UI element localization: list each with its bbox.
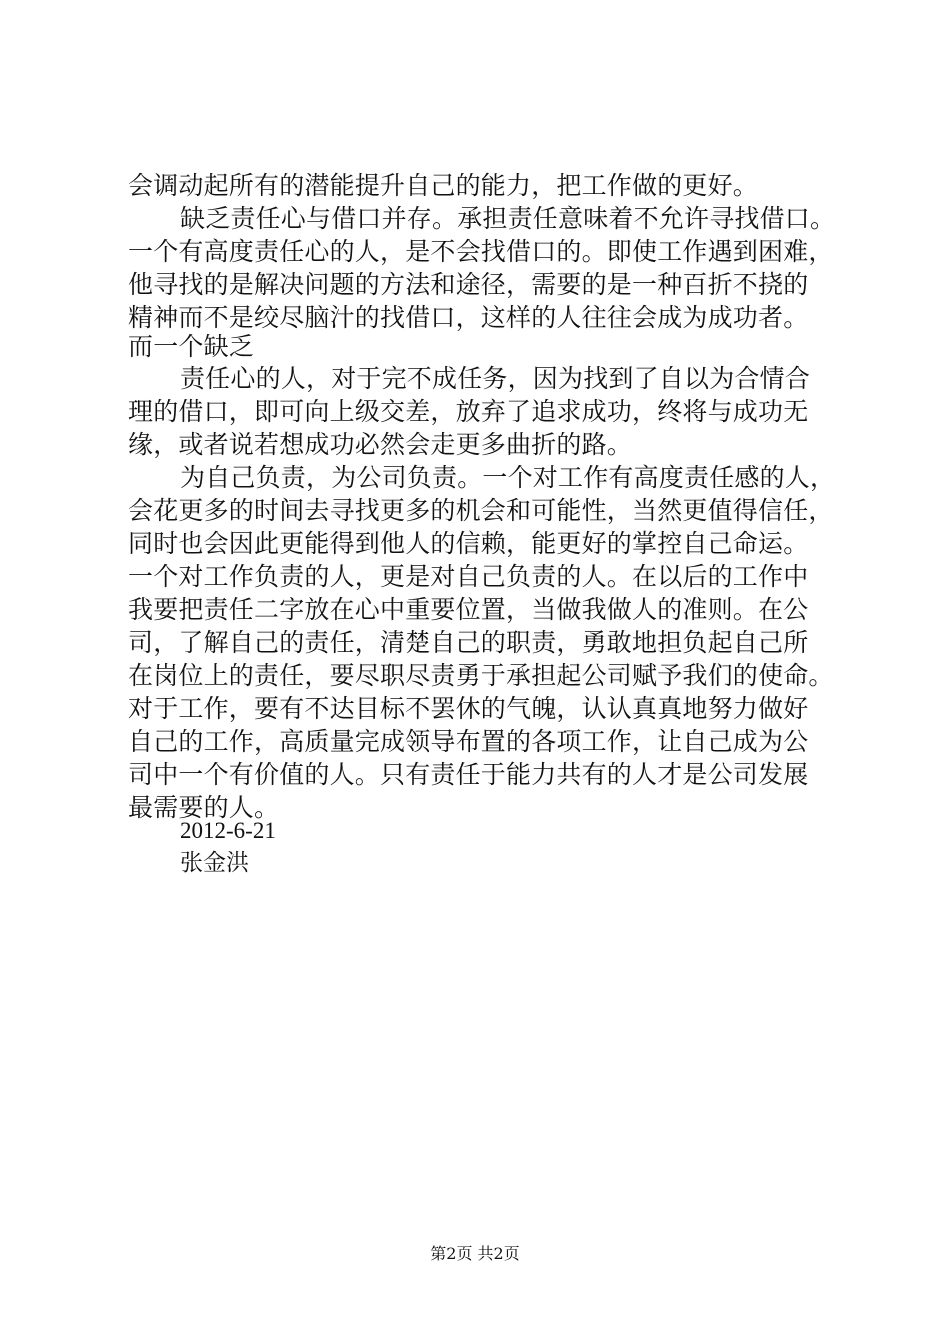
body-line-9: 缘，或者说若想成功必然会走更多曲折的路。 xyxy=(128,430,633,459)
body-line-11: 会花更多的时间去寻找更多的机会和可能性，当然更值得信任， xyxy=(128,496,834,525)
body-line-5: 精神而不是绞尽脑汁的找借口，这样的人往往会成为成功者。 xyxy=(128,303,809,332)
body-line-20: 最需要的人。 xyxy=(128,793,280,822)
body-line-4: 他寻找的是解决问题的方法和途径，需要的是一种百折不挠的 xyxy=(128,270,809,299)
body-line-8: 理的借口，即可向上级交差，放弃了追求成功，终将与成功无 xyxy=(128,397,809,426)
body-line-13: 一个对工作负责的人，更是对自己负责的人。在以后的工作中 xyxy=(128,562,809,591)
body-line-10: 为自己负责，为公司负责。一个对工作有高度责任感的人， xyxy=(180,463,836,492)
body-line-19: 司中一个有价值的人。只有责任于能力共有的人才是公司发展 xyxy=(128,760,809,789)
body-line-2: 缺乏责任心与借口并存。承担责任意味着不允许寻找借口。 xyxy=(180,204,836,233)
body-line-12: 同时也会因此更能得到他人的信赖，能更好的掌控自己命运。 xyxy=(128,529,809,558)
body-line-7: 责任心的人，对于完不成任务，因为找到了自以为合情合 xyxy=(180,364,811,393)
document-date: 2012-6-21 xyxy=(180,818,276,843)
body-line-3: 一个有高度责任心的人，是不会找借口的。即使工作遇到困难， xyxy=(128,237,834,266)
body-line-14: 我要把责任二字放在心中重要位置，当做我做人的准则。在公 xyxy=(128,595,809,624)
document-signer: 张金洪 xyxy=(180,850,249,875)
page-number-footer: 第2页 共2页 xyxy=(430,1244,520,1263)
body-line-1: 会调动起所有的潜能提升自己的能力，把工作做的更好。 xyxy=(128,171,759,200)
body-line-16: 在岗位上的责任，要尽职尽责勇于承担起公司赋予我们的使命。 xyxy=(128,661,834,690)
body-line-15: 司，了解自己的责任，清楚自己的职责，勇敢地担负起自己所 xyxy=(128,628,809,657)
body-line-17: 对于工作，要有不达目标不罢休的气魄，认认真真地努力做好 xyxy=(128,694,809,723)
body-line-6: 而一个缺乏 xyxy=(128,332,255,361)
body-line-18: 自己的工作，高质量完成领导布置的各项工作，让自己成为公 xyxy=(128,727,809,756)
